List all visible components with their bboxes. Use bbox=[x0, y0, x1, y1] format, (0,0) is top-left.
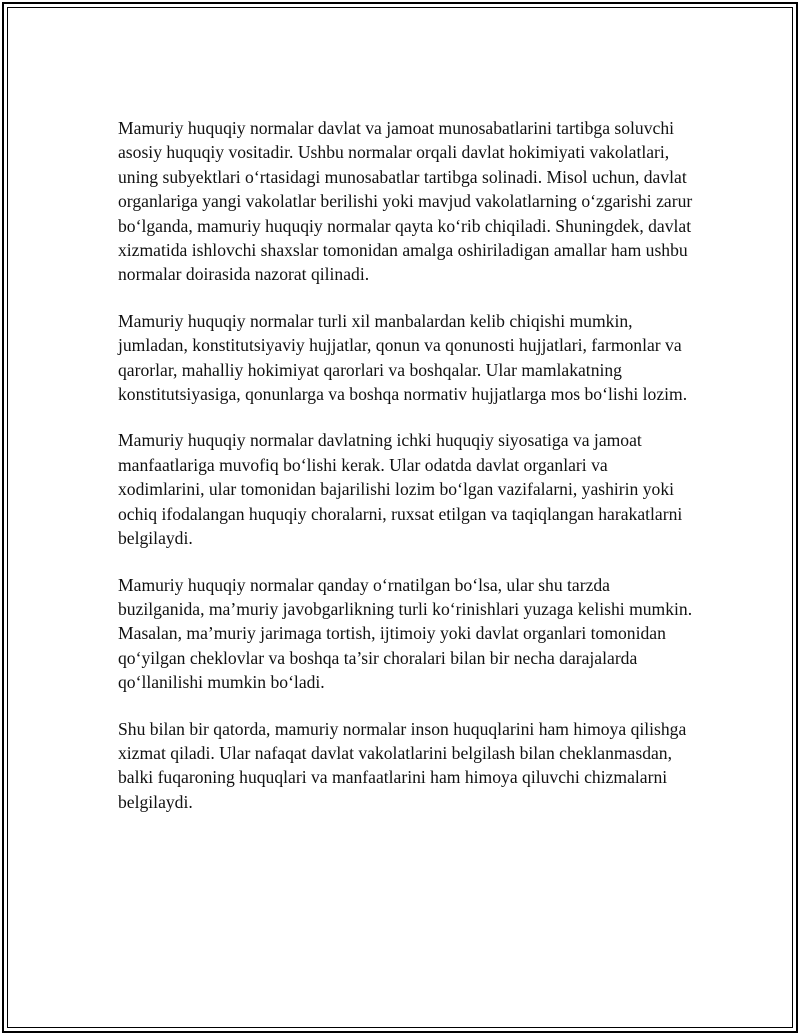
paragraph-4: Mamuriy huquqiy normalar qanday o‘rnatilgan bo‘lsa, ular shu tarzda buzilganida, ma’muriy javobgarlikning turli ko‘rinishlari yuzaga kelishi mumkin. Masalan, ma’muriy jarimaga tortish, ijtimoiy yoki davlat organlari tomonidan qo‘yilgan cheklovlar va boshqa ta’sir choralari bilan bir necha darajalarda qo‘llanilishi mumkin bo‘ladi. bbox=[118, 574, 693, 693]
paragraph-5: Shu bilan bir qatorda, mamuriy normalar inson huquqlarini ham himoya qilishga xizmat qiladi. Ular nafaqat davlat vakolatlarini belgilash bilan cheklanmasdan, balki fuqaroning huquqlari va manfaatlarini ham himoya qiluvchi chizmalarni belgilaydi. bbox=[118, 718, 687, 812]
paragraph-3: Mamuriy huquqiy normalar davlatning ichki huquqiy siyosatiga va jamoat manfaatlariga muvofiq bo‘lishi kerak. Ular odatda davlat organlari va xodimlarini, ular tomonidan bajarilishi lozim bo‘lgan vazifalarni, yashirin yoki ochiq ifodalangan huquqiy choralarni, ruxsat etilgan va taqiqlangan harakatlarni belgilaydi. bbox=[118, 430, 683, 549]
paragraph-1: Mamuriy huquqiy normalar davlat va jamoat munosabatlarini tartibga soluvchi asosiy huquqiy vositadir. Ushbu normalar orqali davlat hokimiyati vakolatlari, uning subyektlari o‘rtasidagi munosabatlar tartibga solinadi. Misol uchun, davlat organlariga yangi vakolatlar berilishi yoki mavjud vakolatlarning o‘zgarishi zarur bo‘lganda, mamuriy huquqiy normalar qayta ko‘rib chiqiladi. Shuningdek, davlat xizmatida ishlovchi shaxslar tomonidan amalga oshiriladigan amallar ham ushbu normalar doirasida nazorat qilinadi. bbox=[118, 118, 693, 285]
document-body bbox=[118, 116, 698, 836]
paragraph-2: Mamuriy huquqiy normalar turli xil manbalardan kelib chiqishi mumkin, jumladan, konstitutsiyaviy hujjatlar, qonun va qonunosti hujjatlari, farmonlar va qarorlar, mahalliy hokimiyat qarorlari va boshqalar. Ular mamlakatning konstitutsiyasiga, qonunlarga va boshqa normativ hujjatlarga mos bo‘lishi lozim. bbox=[118, 310, 688, 405]
